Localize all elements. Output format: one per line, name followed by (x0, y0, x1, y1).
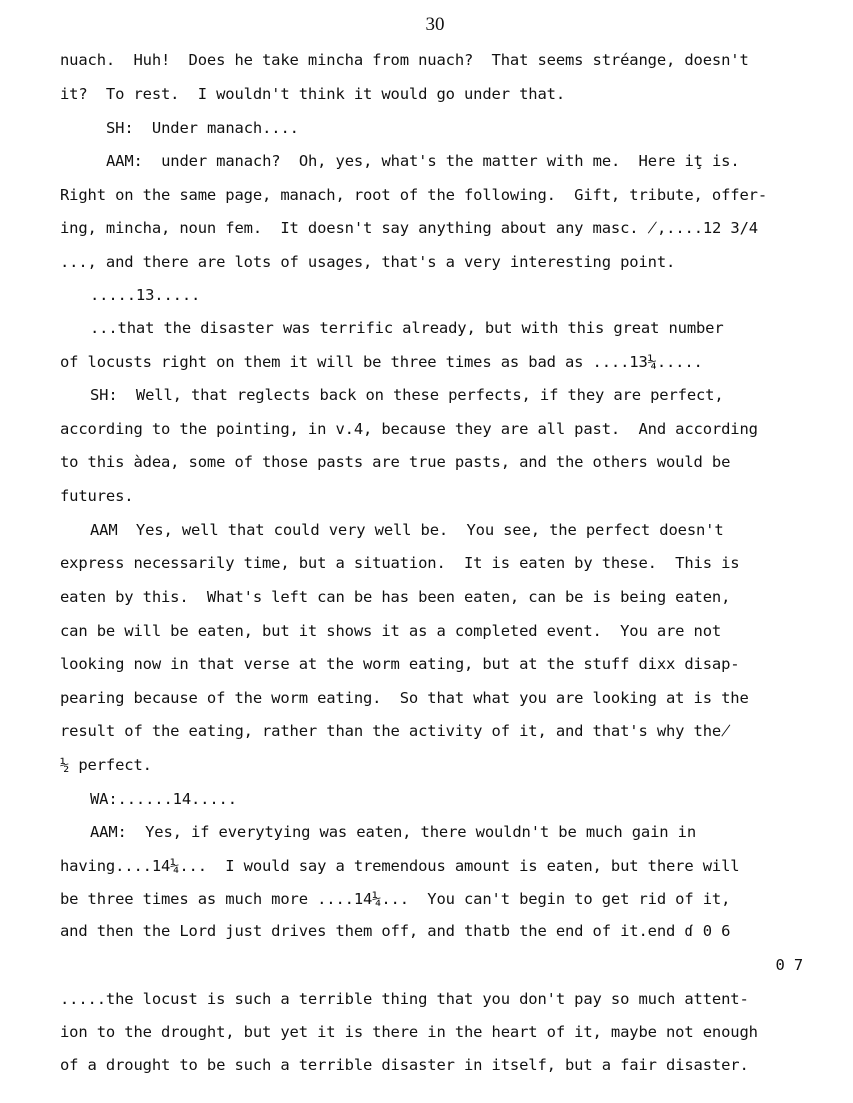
text-line: ½ perfect. (60, 756, 152, 774)
text-line: .....13..... (90, 286, 201, 304)
text-line: it? To rest. I wouldn't think it would go under that. (60, 85, 565, 103)
text-line: futures. (60, 487, 134, 505)
text-line: Right on the same page, manach, root of the following. Gift, tribute, offer- (60, 186, 767, 204)
text-line: according to the pointing, in v.4, because they are all past. And according (60, 420, 758, 438)
text-line: looking now in that verse at the worm eating, but at the stuff dixx disap- (60, 655, 740, 673)
text-line: of locusts right on them it will be three times as bad as ....13¼..... (60, 353, 703, 371)
text-line: result of the eating, rather than the activity of it, and that's why the̸ (60, 722, 731, 740)
text-line: AAM Yes, well that could very well be. You see, the perfect doesn't (90, 521, 724, 539)
text-line: .....the locust is such a terrible thing that you don't pay so much attent- (60, 990, 749, 1008)
text-line: express necessarily time, but a situation. It is eaten by these. This is (60, 554, 740, 572)
text-line: eaten by this. What's left can be has been eaten, can be is being eaten, (60, 588, 731, 606)
text-line: be three times as much more ....14¼... You can't begin to get rid of it, (60, 890, 731, 908)
text-line: SH: Under manach.... (106, 119, 299, 137)
text-line: and then the Lord just drives them off, and thatb the end of it.end ɗ 0 6 (60, 922, 731, 940)
text-line: nuach. Huh! Does he take mincha from nuach? That seems stréange, doesn't (60, 51, 749, 69)
text-line: of a drought to be such a terrible disaster in itself, but a fair disaster. (60, 1056, 749, 1074)
text-line: WA:......14..... (90, 790, 237, 808)
text-line: 0 7 (775, 956, 803, 974)
page-number: 30 (425, 14, 445, 35)
text-line: ion to the drought, but yet it is there in the heart of it, maybe not enough (60, 1023, 758, 1041)
text-line: AAM: Yes, if everytying was eaten, there wouldn't be much gain in (90, 823, 696, 841)
text-line: ..., and there are lots of usages, that's a very interesting point. (60, 253, 676, 271)
text-line: SH: Well, that reglects back on these perfects, if they are perfect, (90, 386, 724, 404)
text-line: pearing because of the worm eating. So that what you are looking at is the (60, 689, 749, 707)
text-line: having....14¼... I would say a tremendous amount is eaten, but there will (60, 857, 740, 875)
text-line: to this àdea, some of those pasts are true pasts, and the others would be (60, 453, 731, 471)
text-line: can be will be eaten, but it shows it as a completed event. You are not (60, 622, 722, 640)
text-line: ...that the disaster was terrific already, but with this great number (90, 319, 724, 337)
text-line: ing, mincha, noun fem. It doesn't say anything about any masc. ̸,....12 3/4 (60, 219, 758, 237)
text-line: AAM: under manach? Oh, yes, what's the matter with me. Here iţ is. (106, 152, 740, 170)
